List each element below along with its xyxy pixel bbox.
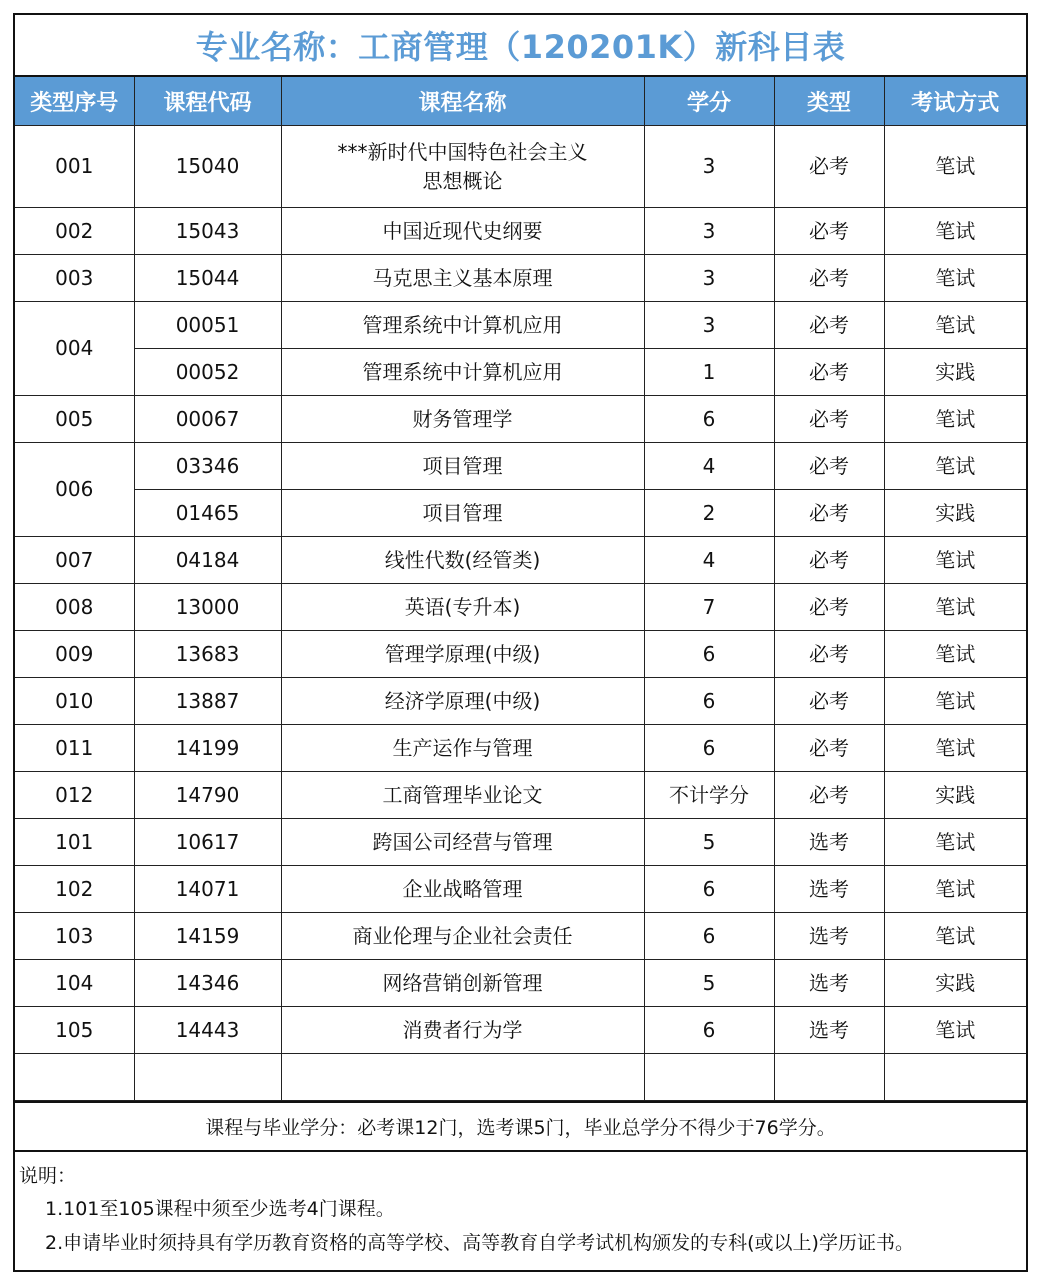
credits-cell: 6: [644, 631, 774, 678]
notes-heading: 说明：: [19, 1165, 77, 1187]
column-header-name: 课程名称: [281, 77, 644, 126]
table-row: [15, 584, 1026, 631]
credits-cell: 3: [644, 126, 774, 208]
exam-cell: 实践: [884, 772, 1026, 819]
code-cell: 15043: [134, 208, 281, 255]
type-cell: 必考: [774, 443, 884, 490]
exam-cell: 笔试: [884, 208, 1026, 255]
table-row: [15, 866, 1026, 913]
code-cell: 14790: [134, 772, 281, 819]
name-cell: 马克思主义基本原理: [281, 255, 644, 302]
code-cell: 10617: [134, 819, 281, 866]
credits-cell: 3: [644, 208, 774, 255]
seq-cell: 011: [15, 725, 134, 772]
credits-cell: 2: [644, 490, 774, 537]
credits-cell: [644, 1054, 774, 1101]
notes-section: [15, 1150, 1026, 1270]
exam-cell: 笔试: [884, 913, 1026, 960]
name-line-1: ***新时代中国特色社会主义: [337, 139, 588, 164]
table-row: [15, 819, 1026, 866]
code-cell: 00051: [134, 302, 281, 349]
type-cell: 必考: [774, 490, 884, 537]
credits-cell: 不计学分: [644, 772, 774, 819]
name-cell: 消费者行为学: [281, 1007, 644, 1054]
type-cell: 必考: [774, 302, 884, 349]
seq-cell: 012: [15, 772, 134, 819]
seq-cell: 004: [15, 302, 134, 396]
code-cell: 13000: [134, 584, 281, 631]
seq-cell: 105: [15, 1007, 134, 1054]
name-cell: 商业伦理与企业社会责任: [281, 913, 644, 960]
credits-cell: 1: [644, 349, 774, 396]
type-cell: 选考: [774, 913, 884, 960]
exam-cell: 笔试: [884, 1007, 1026, 1054]
code-cell: 01465: [134, 490, 281, 537]
table-row: [15, 208, 1026, 255]
seq-cell: 104: [15, 960, 134, 1007]
name-cell: 财务管理学: [281, 396, 644, 443]
course-table-sheet: [13, 13, 1028, 1272]
table-row: [15, 631, 1026, 678]
table-row: [15, 960, 1026, 1007]
name-cell: [281, 1054, 644, 1101]
name-cell: 生产运作与管理: [281, 725, 644, 772]
credits-cell: 4: [644, 443, 774, 490]
code-cell: 00067: [134, 396, 281, 443]
credits-cell: 6: [644, 725, 774, 772]
type-cell: 必考: [774, 537, 884, 584]
table-row: [15, 396, 1026, 443]
exam-cell: 笔试: [884, 302, 1026, 349]
code-cell: 03346: [134, 443, 281, 490]
exam-cell: 笔试: [884, 584, 1026, 631]
exam-cell: 笔试: [884, 819, 1026, 866]
table-row: [15, 490, 1026, 537]
credits-cell: 3: [644, 255, 774, 302]
table-row: [15, 126, 1026, 208]
type-cell: 选考: [774, 866, 884, 913]
name-cell: 英语(专升本): [281, 584, 644, 631]
name-cell: 跨国公司经营与管理: [281, 819, 644, 866]
table-row: [15, 537, 1026, 584]
name-cell: 管理系统中计算机应用: [281, 302, 644, 349]
seq-cell: 003: [15, 255, 134, 302]
table-row: [15, 443, 1026, 490]
credits-cell: 6: [644, 866, 774, 913]
type-cell: 选考: [774, 1007, 884, 1054]
name-cell: 线性代数(经管类): [281, 537, 644, 584]
code-cell: 14199: [134, 725, 281, 772]
table-row: [15, 725, 1026, 772]
exam-cell: 笔试: [884, 725, 1026, 772]
name-cell: [281, 126, 644, 208]
exam-cell: 笔试: [884, 537, 1026, 584]
exam-cell: 笔试: [884, 126, 1026, 208]
exam-cell: 笔试: [884, 866, 1026, 913]
type-cell: 必考: [774, 255, 884, 302]
exam-cell: 实践: [884, 349, 1026, 396]
credit-summary: 课程与毕业学分：必考课12门，选考课5门，毕业总学分不得少于76学分。: [15, 1101, 1026, 1150]
table-row: [15, 255, 1026, 302]
column-header-exam: 考试方式: [884, 77, 1026, 126]
code-cell: [134, 1054, 281, 1101]
code-cell: 14159: [134, 913, 281, 960]
seq-cell: 006: [15, 443, 134, 537]
seq-cell: [15, 1054, 134, 1101]
type-cell: 必考: [774, 126, 884, 208]
table-row: [15, 349, 1026, 396]
code-cell: 13683: [134, 631, 281, 678]
seq-cell: 103: [15, 913, 134, 960]
name-line-2: 思想概论: [422, 168, 503, 193]
credits-cell: 7: [644, 584, 774, 631]
table-header-row: [15, 77, 1026, 126]
name-cell: 网络营销创新管理: [281, 960, 644, 1007]
code-cell: 00052: [134, 349, 281, 396]
credits-cell: 6: [644, 1007, 774, 1054]
credits-cell: 6: [644, 678, 774, 725]
type-cell: 必考: [774, 725, 884, 772]
page-title: 专业名称：工商管理（120201K）新科目表: [15, 15, 1026, 77]
exam-cell: 笔试: [884, 631, 1026, 678]
name-cell: 中国近现代史纲要: [281, 208, 644, 255]
seq-cell: 002: [15, 208, 134, 255]
name-cell: 工商管理毕业论文: [281, 772, 644, 819]
type-cell: 选考: [774, 960, 884, 1007]
seq-cell: 010: [15, 678, 134, 725]
code-cell: 15040: [134, 126, 281, 208]
type-cell: 必考: [774, 208, 884, 255]
type-cell: [774, 1054, 884, 1101]
type-cell: 必考: [774, 772, 884, 819]
credits-cell: 6: [644, 913, 774, 960]
seq-cell: 102: [15, 866, 134, 913]
course-table: [15, 77, 1026, 1101]
name-cell: 项目管理: [281, 443, 644, 490]
note-item: 1.101至105课程中须至少选考4门课程。: [45, 1198, 395, 1221]
table-row: [15, 302, 1026, 349]
code-cell: 13887: [134, 678, 281, 725]
code-cell: 14346: [134, 960, 281, 1007]
type-cell: 必考: [774, 678, 884, 725]
code-cell: 14443: [134, 1007, 281, 1054]
exam-cell: 笔试: [884, 255, 1026, 302]
name-cell: 经济学原理(中级): [281, 678, 644, 725]
name-cell: 企业战略管理: [281, 866, 644, 913]
table-row: [15, 772, 1026, 819]
type-cell: 必考: [774, 396, 884, 443]
table-row: [15, 913, 1026, 960]
code-cell: 14071: [134, 866, 281, 913]
credits-cell: 5: [644, 819, 774, 866]
column-header-code: 课程代码: [134, 77, 281, 126]
column-header-credits: 学分: [644, 77, 774, 126]
column-header-type: 类型: [774, 77, 884, 126]
credits-cell: 4: [644, 537, 774, 584]
exam-cell: 笔试: [884, 396, 1026, 443]
exam-cell: 笔试: [884, 678, 1026, 725]
type-cell: 选考: [774, 819, 884, 866]
credits-cell: 3: [644, 302, 774, 349]
column-header-seq: 类型序号: [15, 77, 134, 126]
seq-cell: 005: [15, 396, 134, 443]
seq-cell: 009: [15, 631, 134, 678]
note-item: 2.申请毕业时须持具有学历教育资格的高等学校、高等教育自学考试机构颁发的专科(或以上)学历证书。: [45, 1231, 914, 1254]
seq-cell: 008: [15, 584, 134, 631]
seq-cell: 101: [15, 819, 134, 866]
exam-cell: 实践: [884, 960, 1026, 1007]
credits-cell: 5: [644, 960, 774, 1007]
type-cell: 必考: [774, 349, 884, 396]
type-cell: 必考: [774, 584, 884, 631]
name-cell: 管理系统中计算机应用: [281, 349, 644, 396]
seq-cell: 007: [15, 537, 134, 584]
table-row: [15, 1054, 1026, 1101]
code-cell: 04184: [134, 537, 281, 584]
name-cell: 管理学原理(中级): [281, 631, 644, 678]
table-row: [15, 678, 1026, 725]
seq-cell: 001: [15, 126, 134, 208]
credits-cell: 6: [644, 396, 774, 443]
table-row: [15, 1007, 1026, 1054]
exam-cell: 实践: [884, 490, 1026, 537]
exam-cell: 笔试: [884, 443, 1026, 490]
name-cell: 项目管理: [281, 490, 644, 537]
exam-cell: [884, 1054, 1026, 1101]
code-cell: 15044: [134, 255, 281, 302]
type-cell: 必考: [774, 631, 884, 678]
